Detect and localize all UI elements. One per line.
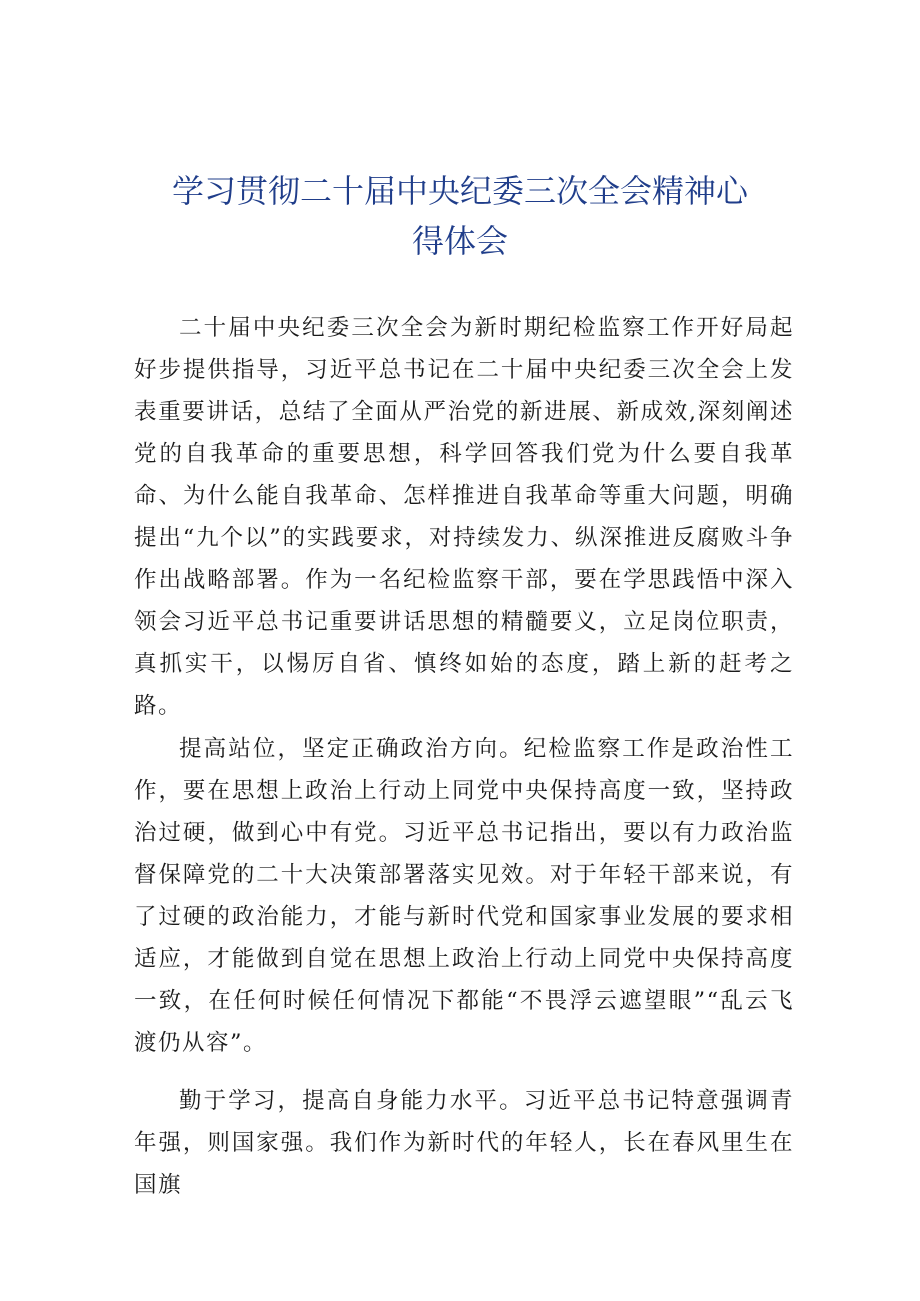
document-title — [130, 166, 790, 266]
paragraph-intro: 二十届中央纪委三次全会为新时期纪检监察工作开好局起好步提供指导，习近平总书记在二十届中央纪委三次全会上发表重要讲话，总结了全面从严治党的新进展、新成效,深刻阐述党的自我革命的重要思想，科学回答我们党为什么要自我革命、为什么能自我革命、怎样推进自我革命等重大问题，明确提出“九个以”的实践要求，对持续发力、纵深推进反腐败斗争作出战略部署。作为一名纪检监察干部，要在学思践悟中深入领会习近平总书记重要讲话思想的精髓要义，立足岗位职责，真抓实干，以惕厉自省、慎终如始的态度，踏上新的赶考之路。 — [134, 315, 794, 719]
paragraph-study: 勤于学习，提高自身能力水平。习近平总书记特意强调青年强，则国家强。我们作为新时代的年轻人，长在春风里生在国旗 — [134, 1088, 794, 1198]
title-line-1: 学习贯彻二十届中央纪委三次全会精神心 — [171, 172, 748, 210]
paragraph-political-direction: 提高站位，坚定正确政治方向。纪检监察工作是政治性工作，要在思想上政治上行动上同党中央保持高度一致，坚持政治过硬，做到心中有党。习近平总书记指出，要以有力政治监督保障党的二十大决策部署落实见效。对于年轻干部来说，有了过硬的政治能力，才能与新时代党和国家事业发展的要求相适应，才能做到自觉在思想上政治上行动上同党中央保持高度一致，在任何时候任何情况下都能“不畏浮云遮望眼”“乱云飞渡仍从容”。 — [134, 736, 794, 1056]
title-line-2: 得体会 — [411, 222, 508, 260]
document-body — [134, 307, 794, 1206]
